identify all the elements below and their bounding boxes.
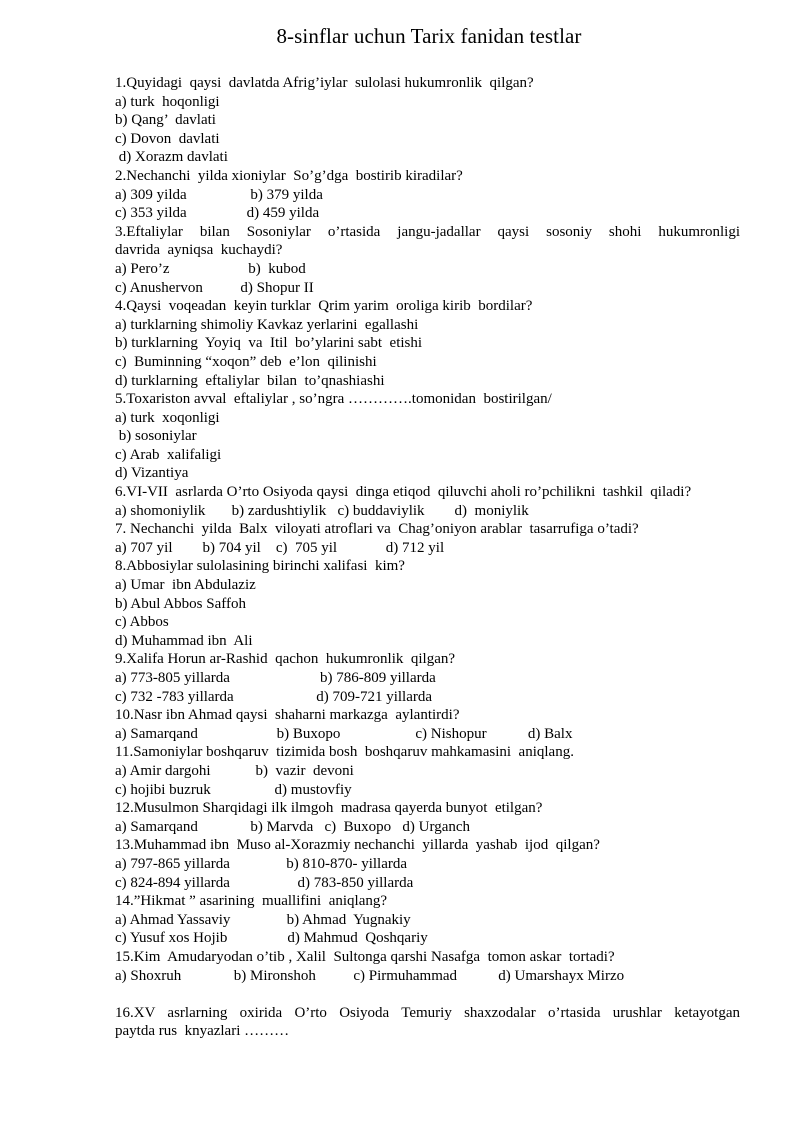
- answer-options-line: c) 824-894 yillarda d) 783-850 yillarda: [115, 874, 414, 891]
- question-text: 15.Kim Amudaryodan o’tib , Xalil Sultonga qarshi Nasafga tomon askar tortadi?: [115, 948, 615, 965]
- answer-options-line: a) shomoniylik b) zardushtiylik c) buddaviylik d) moniylik: [115, 502, 529, 519]
- page-title: 8-sinflar uchun Tarix fanidan testlar: [276, 24, 582, 48]
- answer-options-line: a) 707 yil b) 704 yil c) 705 yil d) 712 yil: [115, 539, 445, 556]
- question-block: [115, 557, 740, 650]
- question-text: 14.”Hikmat ” asarining muallifini aniqlang?: [115, 893, 388, 910]
- question-text: 2.Nechanchi yilda xioniylar So’g’dga bostirib kiradilar?: [115, 167, 463, 184]
- answer-options-line: a) Samarqand b) Marvda c) Buxopo d) Urganch: [115, 818, 471, 835]
- answer-options-line: d) Xorazm davlati: [115, 149, 228, 166]
- answer-options-line: c) Abbos: [115, 614, 169, 631]
- question-text-continued: paytda rus knyazlari ………: [115, 1023, 290, 1040]
- answer-options-line: a) Amir dargohi b) vazir devoni: [115, 762, 354, 779]
- answer-options-line: a) Pero’z b) kubod: [115, 260, 306, 277]
- answer-options-line: a) turk xoqonligi: [115, 409, 220, 426]
- answer-options-line: b) Qang’ davlati: [115, 112, 216, 129]
- question-block: [115, 483, 740, 520]
- answer-options-line: c) 353 yilda d) 459 yilda: [115, 205, 320, 222]
- answer-options-line: a) Shoxruh b) Mironshoh c) Pirmuhammad d) Umarshayx Mirzo: [115, 967, 625, 984]
- answer-options-line: a) Ahmad Yassaviy b) Ahmad Yugnakiy: [115, 911, 411, 928]
- answer-options-line: c) hojibi buzruk d) mustovfiy: [115, 781, 352, 798]
- question-text: 5.Toxariston avval eftaliylar , so’ngra ………….tomonidan bostirilgan/: [115, 391, 552, 408]
- answer-options-line: c) Anushervon d) Shopur II: [115, 279, 314, 296]
- question-text: 11.Samoniylar boshqaruv tizimida bosh boshqaruv mahkamasini aniqlang.: [115, 744, 574, 761]
- answer-options-line: c) Buminning “xoqon” deb e’lon qilinishi: [115, 353, 377, 370]
- question-block: [115, 706, 740, 743]
- question-block: [115, 223, 740, 297]
- question-block: [115, 985, 740, 1041]
- question-block: [115, 650, 740, 706]
- answer-options-line: a) 797-865 yillarda b) 810-870- yillarda: [115, 855, 408, 872]
- answer-options-line: a) turk hoqonligi: [115, 93, 220, 110]
- question-block: [115, 390, 740, 483]
- question-block: [115, 520, 740, 557]
- answer-options-line: b) sosoniylar: [115, 428, 197, 445]
- question-block: [115, 743, 740, 799]
- question-block: [115, 799, 740, 836]
- answer-options-line: a) 773-805 yillarda b) 786-809 yillarda: [115, 670, 436, 686]
- answer-options-line: c) 732 -783 yillarda d) 709-721 yillarda: [115, 688, 433, 705]
- question-text: 1.Quyidagi qaysi davlatda Afrig’iylar sulolasi hukumronlik qilgan?: [115, 75, 534, 91]
- answer-options-line: a) Umar ibn Abdulaziz: [115, 577, 256, 594]
- question-text: 12.Musulmon Sharqidagi ilk ilmgoh madrasa qayerda bunyot etilgan?: [115, 800, 543, 817]
- question-block: [115, 892, 740, 948]
- question-text-continued: davrida ayniqsa kuchaydi?: [115, 242, 283, 259]
- answer-options-line: c) Yusuf xos Hojib d) Mahmud Qoshqariy: [115, 930, 428, 947]
- answer-options-line: b) Abul Abbos Saffoh: [115, 595, 246, 612]
- question-text: 16.XV asrlarning oxirida O’rto Osiyoda Temuriy shaxzodalar o’rtasida urushlar ketayotgan: [115, 1004, 740, 1021]
- question-block: [115, 167, 740, 223]
- answer-options-line: d) Muhammad ibn Ali: [115, 632, 253, 649]
- question-text: 7. Nechanchi yilda Balx viloyati atroflari va Chag’oniyon arablar tasarrufiga o’tadi?: [115, 521, 639, 538]
- question-block: [115, 836, 740, 892]
- answer-options-line: a) 309 yilda b) 379 yilda: [115, 186, 323, 203]
- spacer: [115, 985, 740, 1004]
- question-block: [115, 297, 740, 390]
- answer-options-line: c) Dovon davlati: [115, 130, 220, 147]
- answer-options-line: c) Arab xalifaligi: [115, 446, 222, 463]
- answer-options-line: d) turklarning eftaliylar bilan to’qnashiashi: [115, 372, 385, 389]
- question-text: 3.Eftaliylar bilan Sosoniylar o’rtasida jangu-jadallar qaysi sosoniy shohi hukumronligi: [115, 223, 740, 240]
- question-block: [115, 948, 740, 985]
- question-text: 6.VI-VII asrlarda O’rto Osiyoda qaysi dinga etiqod qiluvchi aholi ro’pchilikni tashkil qiladi?: [115, 484, 692, 501]
- answer-options-line: a) Samarqand b) Buxopo c) Nishopur d) Balx: [115, 725, 573, 742]
- answer-options-line: d) Vizantiya: [115, 465, 189, 482]
- question-list: [115, 74, 740, 1041]
- question-text: 10.Nasr ibn Ahmad qaysi shaharni markazga aylantirdi?: [115, 707, 460, 724]
- question-text: 4.Qaysi voqeadan keyin turklar Qrim yarim oroliga kirib bordilar?: [115, 298, 533, 315]
- question-text: 13.Muhammad ibn Muso al-Xorazmiy nechanchi yillarda yashab ijod qilgan?: [115, 837, 600, 854]
- answer-options-line: a) turklarning shimoliy Kavkaz yerlarini egallashi: [115, 316, 419, 333]
- answer-options-line: b) turklarning Yoyiq va Itil bo’ylarini sabt etishi: [115, 335, 423, 352]
- question-block: [115, 74, 740, 167]
- question-text: 8.Abbosiylar sulolasining birinchi xalifasi kim?: [115, 558, 405, 575]
- question-text: 9.Xalifa Horun ar-Rashid qachon hukumronlik qilgan?: [115, 651, 456, 668]
